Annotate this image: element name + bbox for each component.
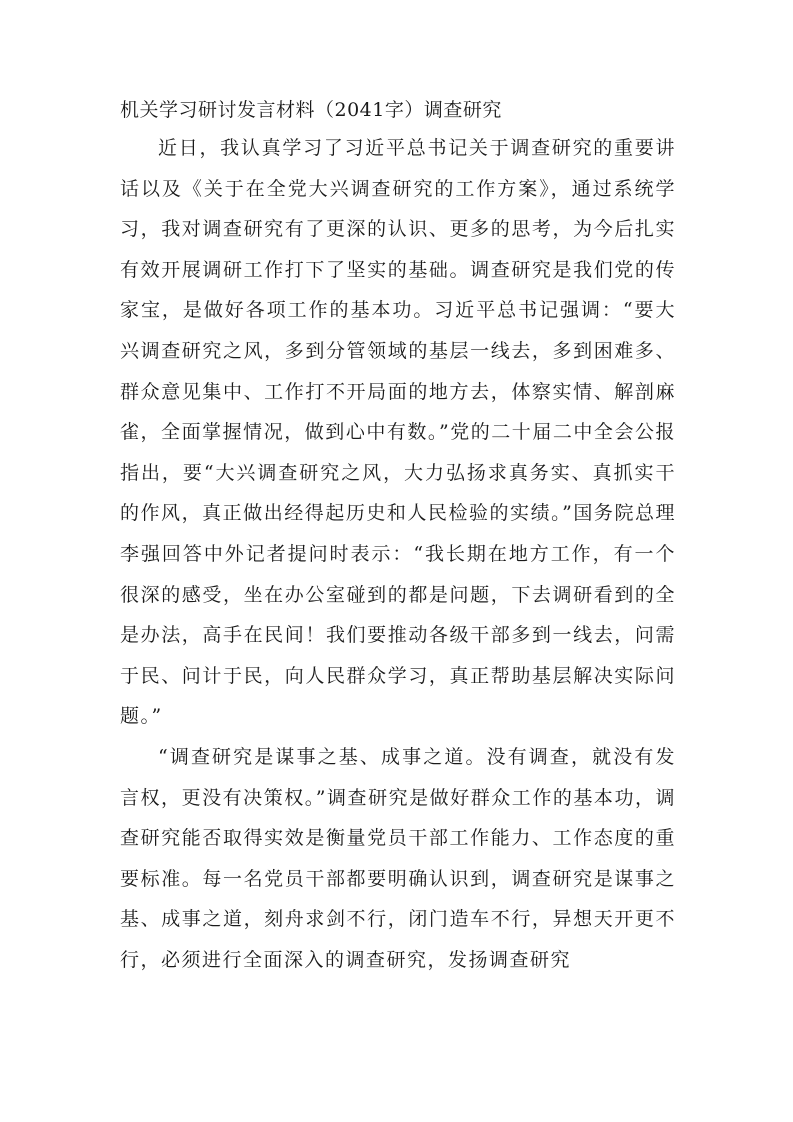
document-title: 机关学习研讨发言材料（2041字）调查研究 [120, 99, 502, 121]
paragraph-2: “调查研究是谋事之基、成事之道。没有调查，就没有发言权，更没有决策权。”调查研究是做好群众工作的基本功，调查研究能否取得实效是衡量党员干部工作能力、工作态度的重要标准。每一名党员干部都要明确认识到，调查研究是谋事之基、成事之道，刻舟求剑不行，闭门造车不行，异想天开更不行，必须进行全面深入的调查研究，发扬调查研究 [120, 745, 676, 971]
paragraph-1: 近日，我认真学习了习近平总书记关于调查研究的重要讲话以及《关于在全党大兴调查研究的工作方案》，通过系统学习，我对调查研究有了更深的认识、更多的思考，为今后扎实有效开展调研工作打下了坚实的基础。调查研究是我们党的传家宝，是做好各项工作的基本功。习近平总书记强调：“要大兴调查研究之风，多到分管领域的基层一线去，多到困难多、群众意见集中、工作打不开局面的地方去，体察实情、解剖麻雀，全面掌握情况，做到心中有数。”党的二十届二中全会公报指出，要“大兴调查研究之风，大力弘扬求真务实、真抓实干的作风，真正做出经得起历史和人民检验的实绩。”国务院总理李强回答中外记者提问时表示：“我长期在地方工作，有一个很深的感受，坐在办公室碰到的都是问题，下去调研看到的全是办法，高手在民间！我们要推动各级干部多到一线去，问需于民、问计于民，向人民群众学习，真正帮助基层解决实际问题。” [120, 137, 676, 728]
document-page [120, 92, 676, 980]
